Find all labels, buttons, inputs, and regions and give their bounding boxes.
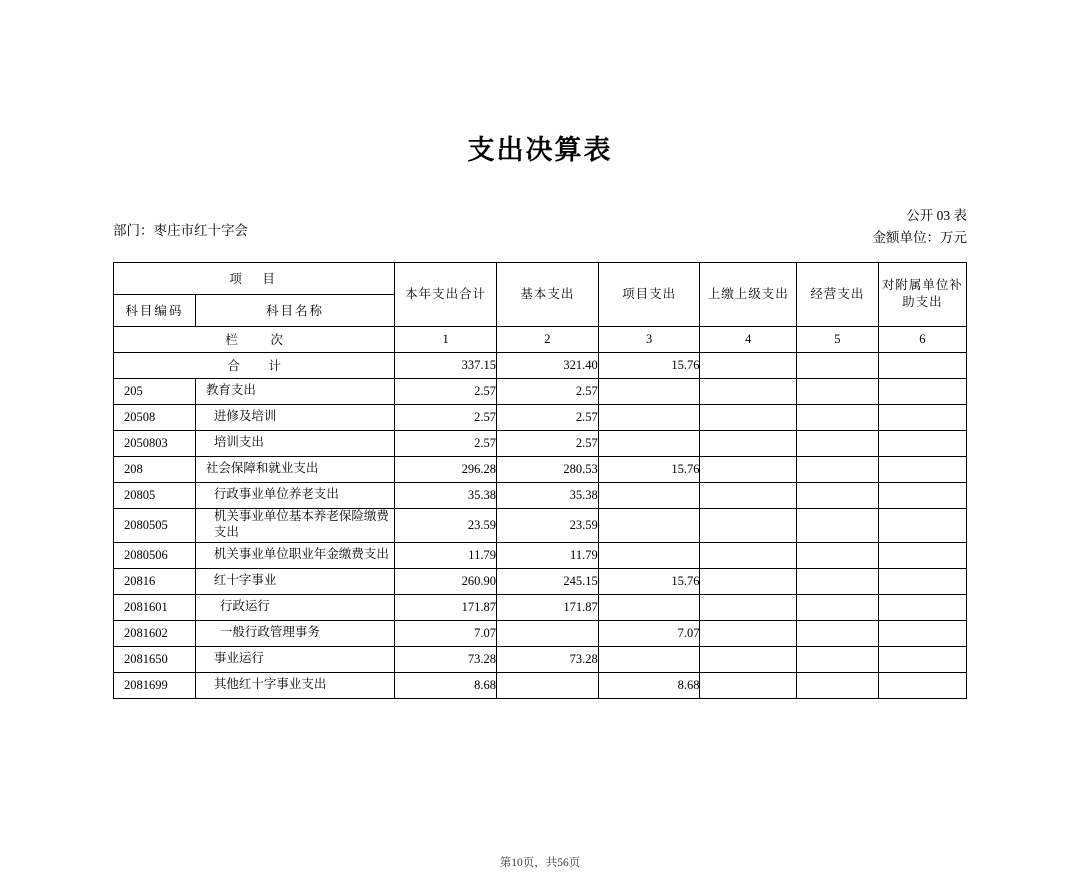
row-name: 进修及培训 [195,404,394,430]
row-value-3 [598,378,700,404]
row-code: 2080506 [114,542,196,568]
header-col-1: 本年支出合计 [395,262,497,326]
row-value-1: 73.28 [395,646,497,672]
row-value-1: 7.07 [395,620,497,646]
row-value-2: 2.57 [496,430,598,456]
col-number-2: 2 [496,326,598,352]
row-value-2 [496,620,598,646]
table-header-row-1 [114,262,967,294]
header-item-group: 项 目 [114,262,395,294]
col-number-5: 5 [797,326,879,352]
header-col-5: 经营支出 [797,262,879,326]
row-value-2: 35.38 [496,482,598,508]
header-col-4: 上缴上级支出 [700,262,797,326]
table-row [114,482,967,508]
row-value-4 [700,542,797,568]
row-value-4 [700,378,797,404]
table-row [114,430,967,456]
row-value-3 [598,508,700,542]
row-value-4 [700,646,797,672]
table-row [114,646,967,672]
row-value-2: 73.28 [496,646,598,672]
row-value-4 [700,672,797,698]
table-row [114,672,967,698]
row-value-4 [700,620,797,646]
row-value-1: 8.68 [395,672,497,698]
row-value-5 [797,620,879,646]
row-value-1: 2.57 [395,378,497,404]
row-value-4 [700,508,797,542]
table-total-row [114,352,967,378]
row-value-6 [878,672,966,698]
col-number-3: 3 [598,326,700,352]
row-value-3 [598,594,700,620]
table-row [114,542,967,568]
row-value-3: 8.68 [598,672,700,698]
row-name: 行政事业单位养老支出 [195,482,394,508]
row-code: 205 [114,378,196,404]
table-body [114,378,967,698]
expenditure-table [113,262,967,699]
table-row [114,594,967,620]
total-value-4 [700,352,797,378]
row-value-1: 171.87 [395,594,497,620]
row-value-5 [797,456,879,482]
row-code: 20816 [114,568,196,594]
row-value-4 [700,404,797,430]
row-value-4 [700,568,797,594]
row-value-6 [878,620,966,646]
total-value-2: 321.40 [496,352,598,378]
row-value-5 [797,672,879,698]
row-name: 机关事业单位基本养老保险缴费支出 [195,508,394,542]
row-label-lanci: 栏 次 [114,326,395,352]
row-code: 2081699 [114,672,196,698]
row-value-6 [878,404,966,430]
row-code: 2050803 [114,430,196,456]
row-value-5 [797,508,879,542]
row-value-6 [878,378,966,404]
row-value-5 [797,482,879,508]
row-code: 20805 [114,482,196,508]
col-number-1: 1 [395,326,497,352]
row-value-1: 2.57 [395,404,497,430]
row-value-3: 15.76 [598,456,700,482]
row-name: 培训支出 [195,430,394,456]
row-value-1: 2.57 [395,430,497,456]
row-code: 2081601 [114,594,196,620]
row-value-6 [878,542,966,568]
table-row [114,378,967,404]
row-value-2: 245.15 [496,568,598,594]
row-value-4 [700,482,797,508]
row-code: 2081650 [114,646,196,672]
table-row [114,568,967,594]
row-value-3 [598,542,700,568]
department-label: 部门：枣庄市红十字会 [113,223,248,238]
row-value-2: 280.53 [496,456,598,482]
row-value-5 [797,594,879,620]
table-row [114,508,967,542]
row-value-4 [700,456,797,482]
header-col-6: 对附属单位补助支出 [878,262,966,326]
meta-right-block [873,205,968,250]
header-col-2: 基本支出 [496,262,598,326]
row-value-3: 7.07 [598,620,700,646]
row-value-6 [878,430,966,456]
row-name: 机关事业单位职业年金缴费支出 [195,542,394,568]
row-name: 社会保障和就业支出 [195,456,394,482]
row-value-1: 35.38 [395,482,497,508]
header-name-col: 科目名称 [195,294,394,326]
row-value-2: 23.59 [496,508,598,542]
row-value-5 [797,378,879,404]
row-code: 208 [114,456,196,482]
table-row [114,404,967,430]
table-row [114,456,967,482]
total-value-6 [878,352,966,378]
document-page [0,128,1080,892]
row-value-2 [496,672,598,698]
row-name: 红十字事业 [195,568,394,594]
row-value-2: 11.79 [496,542,598,568]
total-value-3: 15.76 [598,352,700,378]
row-name: 教育支出 [195,378,394,404]
table-row [114,620,967,646]
row-value-6 [878,482,966,508]
table-column-number-row [114,326,967,352]
row-name: 其他红十字事业支出 [195,672,394,698]
row-value-4 [700,430,797,456]
row-code: 20508 [114,404,196,430]
row-value-3 [598,482,700,508]
row-value-5 [797,542,879,568]
row-value-6 [878,646,966,672]
row-value-2: 171.87 [496,594,598,620]
row-value-4 [700,594,797,620]
row-value-5 [797,646,879,672]
row-value-6 [878,568,966,594]
row-name: 事业运行 [195,646,394,672]
row-code: 2080505 [114,508,196,542]
col-number-6: 6 [878,326,966,352]
row-value-6 [878,508,966,542]
row-value-5 [797,568,879,594]
row-name: 行政运行 [195,594,394,620]
total-value-5 [797,352,879,378]
page-footer: 第10页，共56页 [499,857,581,869]
row-value-1: 296.28 [395,456,497,482]
row-value-6 [878,456,966,482]
row-value-3 [598,404,700,430]
col-number-4: 4 [700,326,797,352]
row-value-1: 23.59 [395,508,497,542]
page-title: 支出决算表 [467,135,613,165]
header-col-3: 项目支出 [598,262,700,326]
row-name: 一般行政管理事务 [195,620,394,646]
row-value-2: 2.57 [496,378,598,404]
total-label: 合 计 [114,352,395,378]
row-code: 2081602 [114,620,196,646]
header-code-col: 科目编码 [114,294,196,326]
total-value-1: 337.15 [395,352,497,378]
row-value-3 [598,430,700,456]
form-number: 公开 03 表 [906,208,967,223]
row-value-1: 11.79 [395,542,497,568]
row-value-1: 260.90 [395,568,497,594]
amount-unit: 金额单位：万元 [872,230,967,246]
row-value-5 [797,404,879,430]
document-meta [113,205,967,250]
row-value-2: 2.57 [496,404,598,430]
row-value-6 [878,594,966,620]
row-value-3 [598,646,700,672]
row-value-5 [797,430,879,456]
row-value-3: 15.76 [598,568,700,594]
